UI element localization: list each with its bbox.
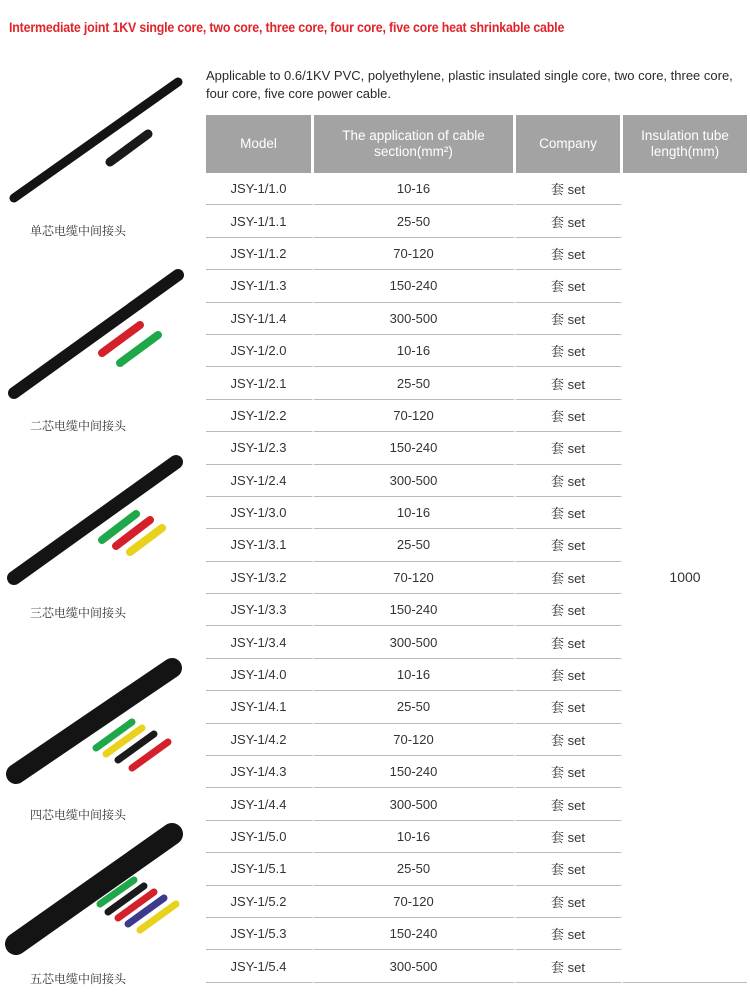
header-length-line2: length(mm)	[650, 144, 720, 159]
cell-section: 70-120	[314, 724, 516, 756]
cell-model: JSY-1/2.3	[206, 432, 314, 464]
cell-company: 套 set	[516, 303, 623, 335]
cell-section: 150-240	[314, 432, 516, 464]
cell-company: 套 set	[516, 270, 623, 302]
header-application	[314, 115, 516, 173]
cell-company: 套 set	[516, 432, 623, 464]
cell-company: 套 set	[516, 529, 623, 561]
cell-company: 套 set	[516, 853, 623, 885]
spec-table	[206, 115, 747, 983]
cell-company: 套 set	[516, 367, 623, 399]
cell-company: 套 set	[516, 497, 623, 529]
cell-model: JSY-1/5.3	[206, 918, 314, 950]
single-core-joint-image	[0, 70, 200, 210]
cell-section: 70-120	[314, 400, 516, 432]
cell-model: JSY-1/2.2	[206, 400, 314, 432]
cell-section: 300-500	[314, 303, 516, 335]
cell-section: 300-500	[314, 950, 516, 982]
cell-section: 25-50	[314, 529, 516, 561]
group-label-five-core: 五芯电缆中间接头	[30, 972, 127, 986]
header-model: Model	[206, 115, 314, 173]
cell-model: JSY-1/4.3	[206, 756, 314, 788]
cell-company: 套 set	[516, 691, 623, 723]
cell-model: JSY-1/2.1	[206, 367, 314, 399]
cell-section: 70-120	[314, 238, 516, 270]
cell-model: JSY-1/3.0	[206, 497, 314, 529]
cell-section: 300-500	[314, 465, 516, 497]
table-row	[206, 173, 747, 205]
cell-company: 套 set	[516, 205, 623, 237]
cell-company: 套 set	[516, 724, 623, 756]
cell-section: 300-500	[314, 788, 516, 820]
three-core-joint-image	[0, 452, 200, 592]
cell-section: 25-50	[314, 853, 516, 885]
cell-company: 套 set	[516, 788, 623, 820]
cell-model: JSY-1/3.1	[206, 529, 314, 561]
header-application-line2: section(mm²)	[374, 144, 453, 159]
cell-section: 25-50	[314, 691, 516, 723]
group-label-four-core: 四芯电缆中间接头	[30, 808, 127, 822]
cell-section: 70-120	[314, 886, 516, 918]
cell-section: 150-240	[314, 594, 516, 626]
cell-model: JSY-1/4.2	[206, 724, 314, 756]
cell-model: JSY-1/5.2	[206, 886, 314, 918]
cell-company: 套 set	[516, 626, 623, 658]
two-core-joint-image	[0, 265, 200, 405]
cell-company: 套 set	[516, 756, 623, 788]
cell-model: JSY-1/5.1	[206, 853, 314, 885]
header-company: Company	[516, 115, 623, 173]
cell-model: JSY-1/3.3	[206, 594, 314, 626]
cell-section: 10-16	[314, 497, 516, 529]
page-title: Intermediate joint 1KV single core, two core, three core, four core, five core heat shrinkable cable	[9, 20, 565, 35]
cell-model: JSY-1/4.1	[206, 691, 314, 723]
cell-section: 25-50	[314, 205, 516, 237]
header-application-line1: The application of cable	[342, 128, 485, 143]
header-length	[623, 115, 747, 173]
cell-section: 10-16	[314, 659, 516, 691]
cell-company: 套 set	[516, 335, 623, 367]
table-header-row	[206, 115, 747, 173]
five-core-joint-image	[0, 818, 200, 958]
cell-company: 套 set	[516, 173, 623, 205]
cell-model: JSY-1/4.4	[206, 788, 314, 820]
cell-company: 套 set	[516, 594, 623, 626]
cell-section: 10-16	[314, 173, 516, 205]
header-length-line1: Insulation tube	[641, 128, 729, 143]
four-core-joint-image	[0, 652, 200, 792]
cell-model: JSY-1/3.2	[206, 562, 314, 594]
cell-company: 套 set	[516, 238, 623, 270]
group-label-two-core: 二芯电缆中间接头	[30, 419, 127, 433]
cell-section: 70-120	[314, 562, 516, 594]
group-label-three-core: 三芯电缆中间接头	[30, 606, 127, 620]
cell-company: 套 set	[516, 918, 623, 950]
cell-model: JSY-1/5.0	[206, 821, 314, 853]
cell-section: 150-240	[314, 756, 516, 788]
cell-section: 150-240	[314, 918, 516, 950]
cell-model: JSY-1/2.0	[206, 335, 314, 367]
cell-model: JSY-1/4.0	[206, 659, 314, 691]
cell-model: JSY-1/3.4	[206, 626, 314, 658]
cell-model: JSY-1/1.4	[206, 303, 314, 335]
cell-company: 套 set	[516, 821, 623, 853]
cell-model: JSY-1/5.4	[206, 950, 314, 982]
cell-section: 25-50	[314, 367, 516, 399]
cell-model: JSY-1/1.1	[206, 205, 314, 237]
cell-company: 套 set	[516, 950, 623, 982]
cell-model: JSY-1/2.4	[206, 465, 314, 497]
cell-company: 套 set	[516, 465, 623, 497]
cell-company: 套 set	[516, 562, 623, 594]
cell-model: JSY-1/1.3	[206, 270, 314, 302]
cell-section: 10-16	[314, 335, 516, 367]
cell-company: 套 set	[516, 659, 623, 691]
cell-company: 套 set	[516, 886, 623, 918]
cell-section: 10-16	[314, 821, 516, 853]
cell-section: 300-500	[314, 626, 516, 658]
cell-company: 套 set	[516, 400, 623, 432]
cell-model: JSY-1/1.0	[206, 173, 314, 205]
group-label-single-core: 单芯电缆中间接头	[30, 224, 127, 238]
intro-text: Applicable to 0.6/1KV PVC, polyethylene, plastic insulated single core, two core, three core, four core, five core power cable.	[206, 68, 733, 101]
cell-model: JSY-1/1.2	[206, 238, 314, 270]
cell-section: 150-240	[314, 270, 516, 302]
cell-length: 1000	[623, 173, 747, 983]
